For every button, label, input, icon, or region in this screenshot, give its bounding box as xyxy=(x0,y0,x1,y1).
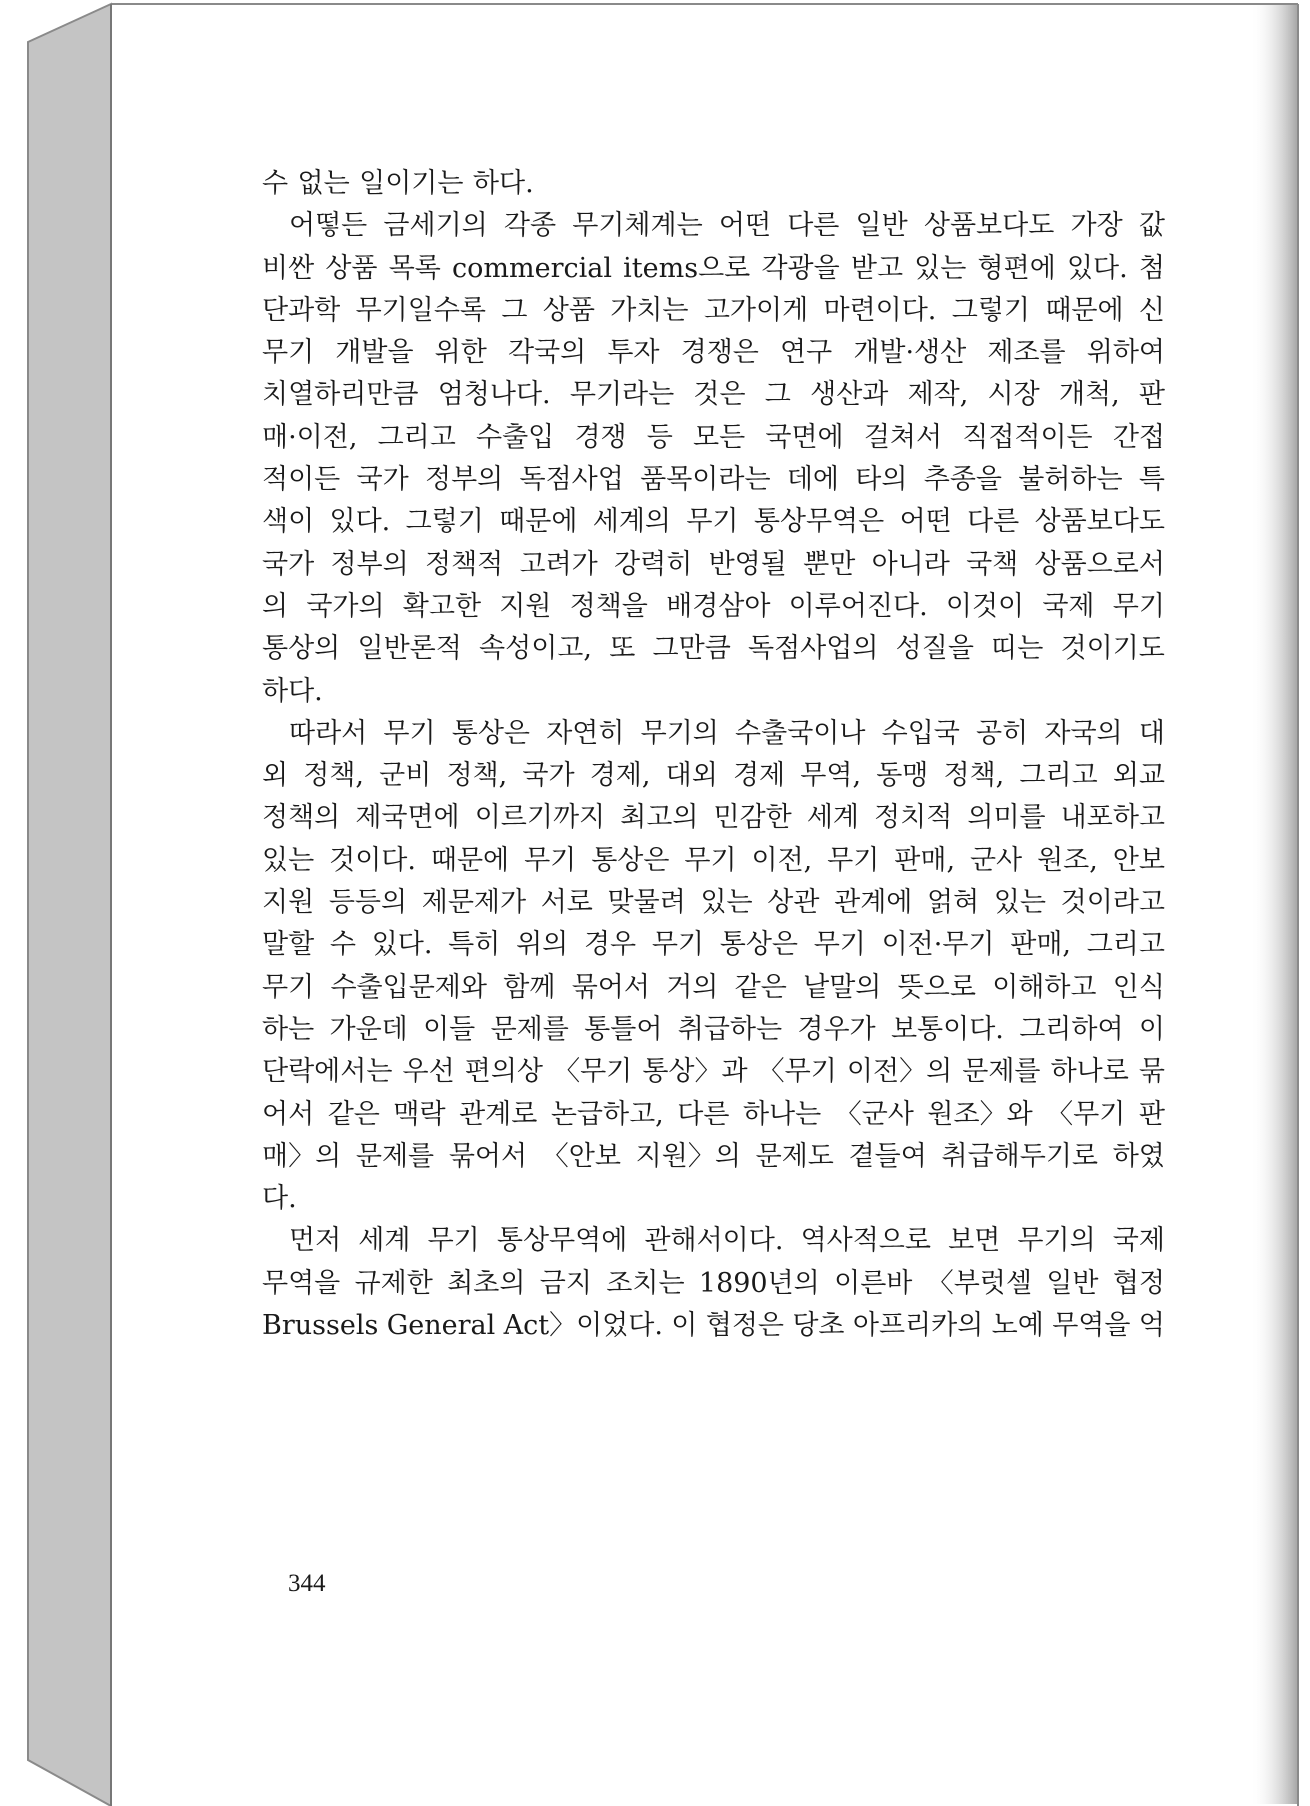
text-line: 수 없는 일이기는 하다. xyxy=(262,168,534,199)
text-line: 국가 정부의 정책적 고려가 강력히 반영될 뿐만 아니라 국책 상품으로서 xyxy=(262,548,1165,580)
book-spine xyxy=(28,4,111,1806)
page-number: 344 xyxy=(288,1570,326,1597)
text-line: 치열하리만큼 엄청나다. 무기라는 것은 그 생산과 제작, 시장 개척, 판 xyxy=(262,379,1165,411)
text-line: 비싼 상품 목록 commercial items으로 각광을 받고 있는 형편에 있다. 첨 xyxy=(262,252,1165,284)
page-edge-shadow xyxy=(1250,4,1298,1804)
text-line: 하는 가운데 이들 문제를 통틀어 취급하는 경우가 보통이다. 그리하여 이 xyxy=(262,1013,1165,1045)
text-line: 무기 수출입문제와 함께 묶어서 거의 같은 낱말의 뜻으로 이해하고 인식 xyxy=(262,971,1165,1003)
text-line: 색이 있다. 그렇기 때문에 세계의 무기 통상무역은 어떤 다른 상품보다도 xyxy=(262,506,1165,538)
text-line: 먼저 세계 무기 통상무역에 관해서이다. 역사적으로 보면 무기의 국제 xyxy=(289,1225,1165,1257)
text-line: 어떻든 금세기의 각종 무기체계는 어떤 다른 일반 상품보다도 가장 값 xyxy=(289,210,1165,242)
text-line: 통상의 일반론적 속성이고, 또 그만큼 독점사업의 성질을 띠는 것이기도 xyxy=(262,633,1165,665)
text-line: 하다. xyxy=(262,675,323,707)
text-line: 따라서 무기 통상은 자연히 무기의 수출국이나 수입국 공히 자국의 대 xyxy=(289,717,1165,749)
text-line: 매·이전, 그리고 수출입 경쟁 등 모든 국면에 걸쳐서 직접적이든 간접 xyxy=(262,421,1165,453)
text-line: 외 정책, 군비 정책, 국가 경제, 대외 경제 무역, 동맹 정책, 그리고 외교 xyxy=(262,760,1165,792)
text-line: 단락에서는 우선 편의상 〈무기 통상〉과 〈무기 이전〉의 문제를 하나로 묶 xyxy=(262,1056,1165,1088)
text-line: 무기 개발을 위한 각국의 투자 경쟁은 연구 개발·생산 제조를 위하여 xyxy=(262,337,1165,369)
text-line: 무역을 규제한 최초의 금지 조치는 1890년의 이른바 〈부럿셀 일반 협정 xyxy=(262,1267,1165,1299)
text-line: 단과학 무기일수록 그 상품 가치는 고가이게 마련이다. 그렇기 때문에 신 xyxy=(262,294,1165,326)
text-line: 매〉의 문제를 묶어서 〈안보 지원〉의 문제도 곁들여 취급해두기로 하였 xyxy=(262,1140,1165,1172)
text-line: 다. xyxy=(262,1183,297,1215)
text-line: 정책의 제국면에 이르기까지 최고의 민감한 세계 정치적 의미를 내포하고 xyxy=(262,802,1165,834)
text-line: 어서 같은 맥락 관계로 논급하고, 다른 하나는 〈군사 원조〉와 〈무기 판 xyxy=(262,1098,1165,1130)
text-line: 의 국가의 확고한 지원 정책을 배경삼아 이루어진다. 이것이 국제 무기 xyxy=(262,590,1165,622)
text-line: 적이든 국가 정부의 독점사업 품목이라는 데에 타의 추종을 불허하는 특 xyxy=(262,464,1165,496)
text-line: 있는 것이다. 때문에 무기 통상은 무기 이전, 무기 판매, 군사 원조, 안보 xyxy=(262,844,1165,876)
text-line: 지원 등등의 제문제가 서로 맞물려 있는 상관 관계에 얽혀 있는 것이라고 xyxy=(262,887,1165,919)
page-body-text xyxy=(262,163,1165,1347)
text-line: 말할 수 있다. 특히 위의 경우 무기 통상은 무기 이전·무기 판매, 그리고 xyxy=(262,929,1165,961)
text-line: Brussels General Act〉이었다. 이 협정은 당초 아프리카의 노예 무역을 억 xyxy=(262,1310,1165,1342)
